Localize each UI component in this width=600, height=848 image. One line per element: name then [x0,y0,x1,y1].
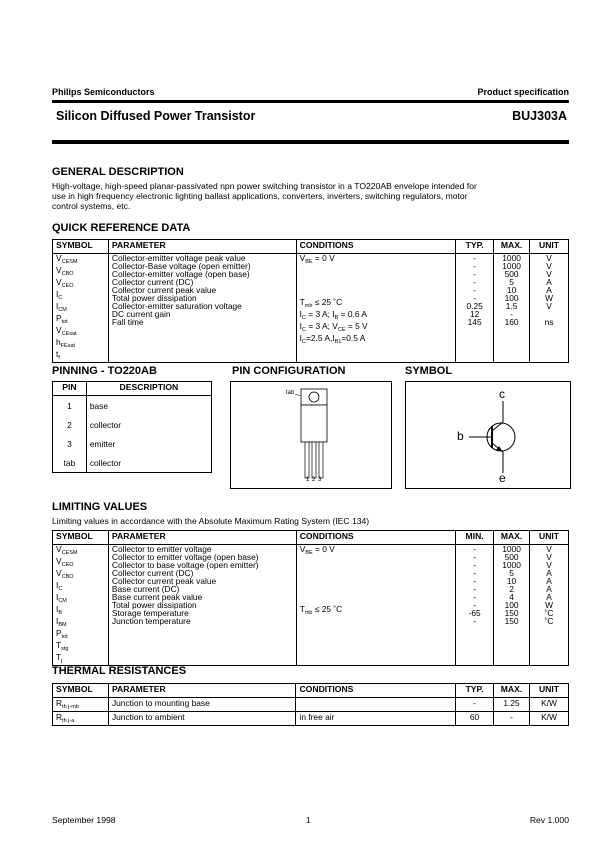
symbol-subscript: CESM [61,550,78,556]
npn-transistor-symbol-icon [406,382,570,488]
symbol-text: $V_{CESM}$ [56,544,78,556]
parameter-text: Collector current peak value [111,576,217,586]
unit-value: A [546,277,552,287]
symbol-subscript: C [58,295,63,301]
typ-value: 145 [467,317,482,327]
max-value: 10 [506,285,517,295]
col-symbol: SYMBOL [53,531,109,545]
max-value: 2 [509,584,514,594]
symbol-subscript: CEO [61,562,74,568]
symbol-subscript: CEsat [61,331,77,337]
col-symbol: SYMBOL [53,240,109,254]
conditions-subscript: BE [305,259,313,265]
unit-value: W [545,293,553,303]
conditions-subscript: B [334,315,339,321]
table-row: tab collector [53,453,212,473]
typ-value: 12 [469,309,480,319]
symbol-subscript: tot [61,634,68,640]
conditions-text: $V_{BE} = 0$ V [299,253,335,265]
max-value: 1.5 [505,301,518,311]
conditions-cell [296,698,456,712]
parameter-text: Collector to base voltage (open emitter) [111,560,259,570]
max-value: 5 [509,568,514,578]
symbol-text: $V_{CBO}$ [56,265,74,277]
conditions-text [300,617,452,625]
parameter-text: Collector to emitter voltage [111,544,212,554]
table-row [53,712,569,726]
quick-reference-table [52,239,569,363]
pin-configuration-box [230,381,392,489]
symbol-text: $V_{CEsat}$ [56,325,77,337]
typ-value: 0.25 [466,301,483,311]
max-value: 4 [509,592,514,602]
qrd-max-cell [494,254,530,363]
symbol-text: $I_C$ [56,580,63,592]
conditions-subscript: C [302,327,306,333]
max-value: 150 [504,608,519,618]
unit-value: V [546,269,552,279]
typ-value: - [473,253,477,263]
collector-label: c [499,387,505,401]
symbol-subscript: CEO [61,283,74,289]
lv-unit-cell [530,545,569,666]
lv-max-cell [494,545,530,666]
lv-parameter-cell [108,545,296,666]
conditions-text [300,274,453,282]
lv-min-cell [456,545,494,666]
limiting-values-table [52,530,569,666]
symbol-text: $I_C$ [56,289,63,301]
unit-cell: K/W [530,698,569,712]
parameter-text: Collector-emitter saturation voltage [111,301,242,311]
parameter-text: Fall time [111,317,144,327]
max-value: 160 [504,317,519,327]
col-unit: UNIT [530,531,569,545]
parameter-text: Storage temperature [111,608,189,618]
conditions-text: $T_{mb} \le 25$ ˚C [299,297,343,309]
max-value: 100 [504,600,519,610]
qrd-unit-cell [530,254,569,363]
min-value: - [473,552,477,562]
symbol-box [405,381,571,489]
symbol-text: $I_{CM}$ [56,592,67,604]
parameter-text: Collector current (DC) [111,568,194,578]
unit-value: A [546,592,552,602]
conditions-text [300,625,452,633]
parameter-text: Total power dissipation [111,600,197,610]
unit-value: ˚C [544,616,554,626]
symbol-text: $P_{tot}$ [56,313,68,325]
unit-value: A [546,576,552,586]
symbol-subscript: CBO [61,574,74,580]
qrd-parameter-cell [108,254,296,363]
col-description: DESCRIPTION [86,382,211,396]
max-value: 1000 [502,253,521,263]
qrd-conditions-cell [296,254,456,363]
unit-value: ˚C [544,608,554,618]
symbol-subscript: CM [58,598,67,604]
conditions-text [300,282,453,290]
unit-value: W [545,600,553,610]
unit-value: A [546,584,552,594]
max-value: 100 [504,293,519,303]
thermal-heading: THERMAL RESISTANCES [52,665,187,677]
symbol-subscript: CBO [61,271,74,277]
unit-value: V [546,301,552,311]
min-value: - [473,560,477,570]
col-parameter: PARAMETER [108,240,296,254]
qrd-typ-cell [456,254,494,363]
min-value: - [473,592,477,602]
min-value: - [473,600,477,610]
table-row: 1 base [53,396,212,416]
conditions-text [300,581,452,589]
unit-value: V [546,261,552,271]
conditions-text: $I_C = 3$ A; $I_B = 0.6$ A [299,309,367,321]
to220-package-drawing [231,382,391,488]
conditions-text [300,565,452,573]
header-rule-bottom [52,140,569,144]
conditions-text [300,573,452,581]
unit-cell: K/W [530,712,569,726]
symbol-text: $t_f$ [56,349,60,361]
emitter-label: e [499,471,506,485]
conditions-text [300,266,453,274]
doc-type: Product specification [477,87,569,97]
conditions-subscript: mb [304,303,313,309]
symbol-text: $V_{CESM}$ [56,253,78,265]
conditions-subscript: BE [305,550,313,556]
company-name: Philips Semiconductors [52,87,155,97]
col-min: MIN. [456,531,494,545]
parameter-text: Collector-emitter voltage (open base) [111,269,250,279]
min-value: - [473,568,477,578]
col-max: MAX. [494,531,530,545]
part-number: BUJ303A [512,109,567,123]
table-row: 3 emitter [53,434,212,453]
unit-value: V [546,253,552,263]
max-value: 150 [504,616,519,626]
pinning-heading: PINNING - TO220AB [52,365,157,377]
quick-reference-heading: QUICK REFERENCE DATA [52,222,191,234]
max-value: - [510,309,513,319]
symbol-text: $P_{tot}$ [56,628,68,640]
min-value: - [473,576,477,586]
limiting-values-heading: LIMITING VALUES [52,501,148,513]
typ-value: - [473,277,477,287]
conditions-text: $I_C = 3$ A; $V_{CE} = 5$ V [299,321,368,333]
max-value: 500 [504,552,519,562]
conditions-subscript: C [302,315,306,321]
footer-date: September 1998 [52,815,116,825]
conditions-subscript: CE [337,327,346,333]
limiting-values-subtitle: Limiting values in accordance with the Absolute Maximum Rating System (IEC 134) [52,516,370,526]
symbol-subscript: C [58,586,63,592]
symbol-subscript: j [61,658,63,664]
pin-numbers-label: 1 2 3 [306,477,322,483]
col-typ: TYP. [456,684,494,698]
symbol-text: $I_{CM}$ [56,301,67,313]
min-value: - [473,616,477,626]
symbol-subscript: f [58,355,60,361]
col-typ: TYP. [456,240,494,254]
pin-configuration-heading: PIN CONFIGURATION [232,365,346,377]
max-value: 5 [509,277,514,287]
col-conditions: CONDITIONS [296,240,456,254]
symbol-subscript: tot [61,319,68,325]
symbol-subscript: th j-mb [62,704,79,710]
symbol-subscript: th j-a [62,718,75,724]
max-value: 1000 [502,544,521,554]
min-value: - [473,584,477,594]
parameter-text: Junction temperature [111,616,191,626]
general-description-text: High-voltage, high-speed planar-passivated npn power switching transistor in a TO220AB envelope intended for use in high frequency electronic lighting ballast applications, converters, inverters, switching regulators, motor control systems, etc. [52,181,477,211]
symbol-subscript: CESM [61,259,78,265]
conditions-text: $I_C=2.5$ $A,I_{B1}=0.5$ A [299,333,366,345]
table-row: 2 collector [53,415,212,434]
col-parameter: PARAMETER [108,684,296,698]
symbol-text: $V_{CEO}$ [56,277,74,289]
unit-value: V [546,544,552,554]
conditions-text: $T_{mb} \le 25$ ˚C [299,604,343,616]
parameter-text: Collector-Base voltage (open emitter) [111,261,251,271]
conditions-subscript: B1 [334,339,342,345]
parameter-text: Collector-emitter voltage peak value [111,253,246,263]
col-conditions: CONDITIONS [296,531,455,545]
col-parameter: PARAMETER [108,531,296,545]
symbol-subscript: stg [61,646,69,652]
symbol-subscript: CM [58,307,67,313]
symbol-heading: SYMBOL [405,365,453,377]
lv-conditions-cell [296,545,455,666]
symbol-text: $I_{BM}$ [56,616,67,628]
col-max: MAX. [494,240,530,254]
pinning-table [52,381,212,473]
parameter-text: Collector current peak value [111,285,217,295]
parameter-text: DC current gain [111,309,171,319]
col-pin: PIN [53,382,87,396]
conditions-text: $V_{BE} = 0$ V [299,544,335,556]
min-value: - [473,544,477,554]
base-label: b [457,429,464,443]
unit-value: V [546,560,552,570]
conditions-text [300,557,452,565]
conditions-subscript: mb [304,610,313,616]
product-title: Silicon Diffused Power Transistor [56,109,256,123]
max-value: 1000 [502,261,521,271]
max-value: 10 [506,576,517,586]
unit-value: ns [544,317,554,327]
symbol-cell: $R_{th j-mb}$ [53,698,109,712]
col-max: MAX. [494,684,530,698]
footer-page: 1 [306,815,311,825]
lv-symbol-cell [53,545,109,666]
header-rule-top [52,100,569,103]
typ-value: - [473,269,477,279]
parameter-text: Base current peak value [111,592,203,602]
col-unit: UNIT [530,240,569,254]
thermal-table [52,683,569,726]
conditions-subscript: C [302,339,306,345]
tab-label: tab [286,390,295,396]
conditions-text [300,589,452,597]
symbol-subscript: B [58,610,62,616]
typ-value: - [473,261,477,271]
max-value: 1000 [502,560,521,570]
min-value: -65 [468,608,481,618]
parameter-cell: Junction to ambient [108,712,296,726]
symbol-text: $T_j$ [56,652,63,664]
unit-value: A [546,285,552,295]
parameter-text: Base current (DC) [111,584,180,594]
qrd-symbol-cell [53,254,109,363]
max-value: 500 [504,269,519,279]
symbol-text: $h_{FEsat}$ [56,337,76,349]
typ-cell: 60 [456,712,494,726]
col-conditions: CONDITIONS [296,684,456,698]
parameter-text: Total power dissipation [111,293,197,303]
symbol-text: $V_{CEO}$ [56,556,74,568]
footer-rev: Rev 1.000 [529,815,569,825]
symbol-subscript: BM [58,622,67,628]
parameter-text: Collector current (DC) [111,277,194,287]
col-unit: UNIT [530,684,569,698]
parameter-text: Collector to emitter voltage (open base) [111,552,259,562]
parameter-cell: Junction to mounting base [108,698,296,712]
conditions-cell: in free air [296,712,456,726]
col-symbol: SYMBOL [53,684,109,698]
typ-value: - [473,293,477,303]
symbol-subscript: FEsat [60,343,76,349]
typ-value: - [473,285,477,295]
unit-value: A [546,568,552,578]
symbol-text: $T_{stg}$ [56,640,69,652]
unit-value: V [546,552,552,562]
typ-cell: - [456,698,494,712]
max-cell: 1.25 [494,698,530,712]
table-row [53,698,569,712]
general-description-heading: GENERAL DESCRIPTION [52,166,184,178]
symbol-text: $I_B$ [56,604,62,616]
max-cell: - [494,712,530,726]
symbol-text: $V_{CBO}$ [56,568,74,580]
symbol-cell: $R_{th j-a}$ [53,712,109,726]
